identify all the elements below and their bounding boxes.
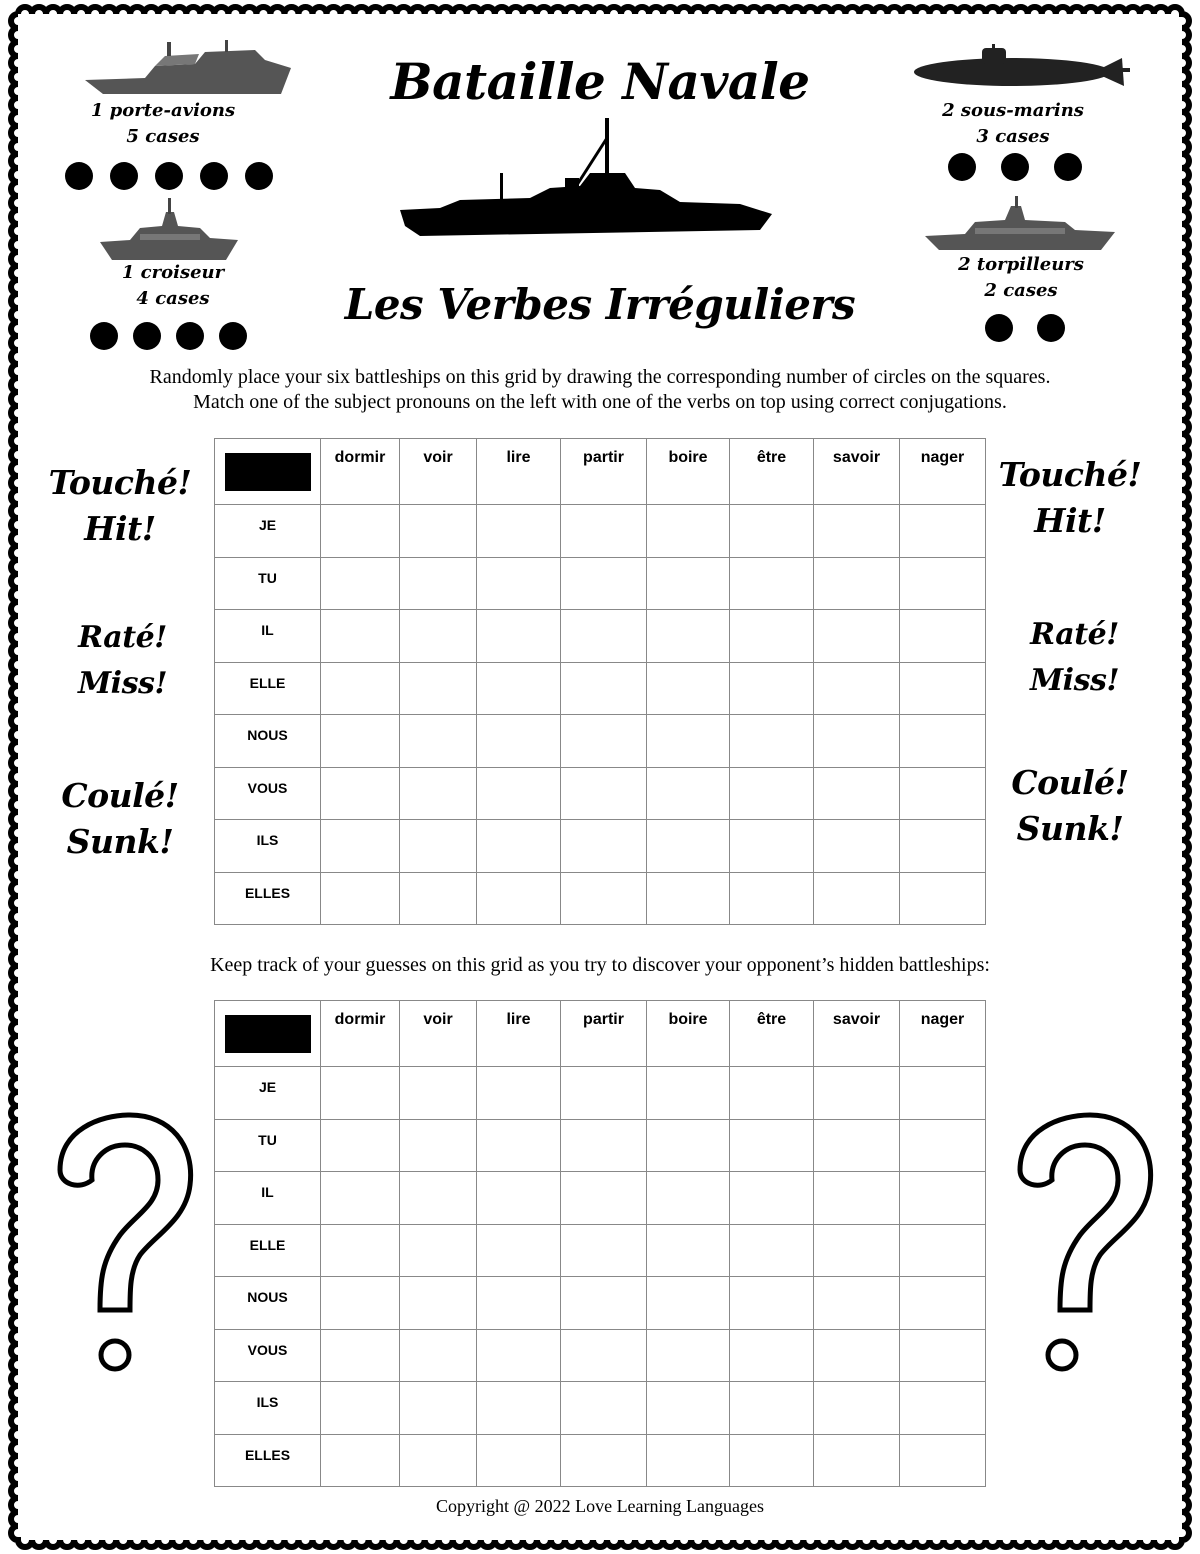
grid-cell[interactable] [400,1329,477,1382]
grid-cell[interactable] [900,872,986,925]
grid-cell[interactable] [814,1382,900,1435]
grid-cell[interactable] [561,1067,647,1120]
grid-cell[interactable] [814,820,900,873]
grid-cell[interactable] [900,557,986,610]
table-row [215,1382,986,1435]
grid-cell[interactable] [561,872,647,925]
grid-cell[interactable] [900,662,986,715]
grid-cell[interactable] [900,1382,986,1435]
grid-cell[interactable] [477,1277,561,1330]
table-row [215,715,986,768]
grid-cell[interactable] [400,557,477,610]
grid-cell[interactable] [321,1277,400,1330]
guess-grid [214,1000,986,1487]
grid-cell[interactable] [814,1329,900,1382]
grid-cell[interactable] [400,1172,477,1225]
pronoun-cell: ILS [215,820,321,873]
table-row [215,1067,986,1120]
grid-cell[interactable] [900,715,986,768]
grid-cell[interactable] [321,662,400,715]
cruiser-icon [100,198,238,262]
verb-header: boire [647,1001,730,1067]
submarine-dots [948,153,1082,181]
page-subtitle: Les Verbes Irréguliers [344,280,856,329]
battleship-icon [400,118,772,243]
grid-cell[interactable] [477,1329,561,1382]
grid-cell[interactable] [477,820,561,873]
verb-header: lire [477,439,561,505]
grid-cell[interactable] [561,610,647,663]
pronoun-cell: VOUS [215,1329,321,1382]
grid-cell[interactable] [561,1382,647,1435]
grid-cell[interactable] [400,1119,477,1172]
grid-cell[interactable] [400,715,477,768]
grid-cell[interactable] [814,715,900,768]
grid-cell[interactable] [477,610,561,663]
track-instruction: Keep track of your guesses on this grid as you try to discover your opponent’s hidden battleships: [210,954,990,976]
dot [200,162,228,190]
black-box [225,1015,311,1053]
instruction-line-1: Randomly place your six battleships on this grid by drawing the corresponding number of circles on the squares. [149,366,1051,388]
table-row [215,1434,986,1487]
dot [155,162,183,190]
question-mark-icon [1000,1110,1160,1390]
grid-cell[interactable] [900,1172,986,1225]
grid-cell[interactable] [647,1277,730,1330]
submarine-label: 2 sous-marins 3 cases [942,100,1084,147]
grid-cell[interactable] [730,662,814,715]
pronoun-cell: NOUS [215,715,321,768]
table-row [215,1172,986,1225]
pronoun-cell: NOUS [215,1277,321,1330]
grid-cell[interactable] [730,1382,814,1435]
grid-cell[interactable] [477,1382,561,1435]
miss-label-right: Raté! Miss! [1029,617,1120,698]
grid-cell[interactable] [477,1067,561,1120]
grid-cell[interactable] [814,610,900,663]
grid-cell[interactable] [400,505,477,558]
instruction-line-2: Match one of the subject pronouns on the left with one of the verbs on top using correct conjugations. [193,391,1007,413]
grid-cell[interactable] [647,1067,730,1120]
grid-cell[interactable] [647,1119,730,1172]
grid-cell[interactable] [561,715,647,768]
grid-cell[interactable] [477,662,561,715]
pronoun-cell: IL [215,610,321,663]
grid-cell[interactable] [561,557,647,610]
grid-cell[interactable] [730,872,814,925]
table-row [215,872,986,925]
grid-cell[interactable] [321,610,400,663]
question-mark-icon [40,1110,200,1390]
grid-cell[interactable] [730,1224,814,1277]
table-row [215,662,986,715]
table-row [215,1119,986,1172]
grid-cell[interactable] [477,872,561,925]
grid-cell[interactable] [647,1172,730,1225]
grid-cell[interactable] [561,1434,647,1487]
dot [176,322,204,350]
grid-cell[interactable] [400,767,477,820]
grid-cell[interactable] [647,820,730,873]
grid-cell[interactable] [730,1329,814,1382]
pronoun-cell: ELLES [215,872,321,925]
grid-cell[interactable] [477,557,561,610]
grid-cell[interactable] [321,1119,400,1172]
grid-cell[interactable] [321,505,400,558]
grid-cell[interactable] [647,767,730,820]
grid-cell[interactable] [561,1172,647,1225]
dot [133,322,161,350]
grid-cell[interactable] [730,767,814,820]
grid-cell[interactable] [900,767,986,820]
pronoun-cell: ELLE [215,1224,321,1277]
grid-cell[interactable] [730,820,814,873]
cruiser-dots [90,322,247,350]
pronoun-cell: IL [215,1172,321,1225]
verb-header: nager [900,439,986,505]
verb-header: lire [477,1001,561,1067]
grid-cell[interactable] [900,1224,986,1277]
verb-header: partir [561,439,647,505]
verb-header: être [730,439,814,505]
grid-cell[interactable] [321,1382,400,1435]
dot [948,153,976,181]
grid-cell[interactable] [321,1434,400,1487]
grid-cell[interactable] [400,1067,477,1120]
dot [985,314,1013,342]
grid-cell[interactable] [647,1224,730,1277]
grid-cell[interactable] [730,1172,814,1225]
black-box [225,453,311,491]
table-row [215,1277,986,1330]
grid-cell[interactable] [730,557,814,610]
dot [245,162,273,190]
sunk-label-left: Coulé! Sunk! [61,776,179,861]
pronoun-cell: JE [215,505,321,558]
pronoun-cell: TU [215,557,321,610]
dot [65,162,93,190]
grid-cell[interactable] [321,1329,400,1382]
verb-header: nager [900,1001,986,1067]
verb-header: boire [647,439,730,505]
grid-cell[interactable] [400,1382,477,1435]
grid-cell[interactable] [647,872,730,925]
verb-header: savoir [814,439,900,505]
grid-cell[interactable] [477,1434,561,1487]
grid-cell[interactable] [730,610,814,663]
cruiser-label: 1 croiseur 4 cases [121,262,225,309]
dot [1054,153,1082,181]
grid-cell[interactable] [321,1224,400,1277]
grid-cell[interactable] [321,715,400,768]
sunk-label-right: Coulé! Sunk! [1011,763,1129,848]
grid-cell[interactable] [814,557,900,610]
aircraft-carrier-icon [85,38,291,96]
verb-header: être [730,1001,814,1067]
verb-header: dormir [321,1001,400,1067]
table-row [215,505,986,558]
grid-cell[interactable] [814,872,900,925]
page-title: Bataille Navale [390,52,810,111]
verb-header: dormir [321,439,400,505]
grid-cell[interactable] [900,1067,986,1120]
verb-header: voir [400,439,477,505]
grid-cell[interactable] [400,872,477,925]
grid-cell[interactable] [647,662,730,715]
grid-cell[interactable] [400,662,477,715]
grid-cell[interactable] [321,1067,400,1120]
table-row [215,820,986,873]
grid-cell[interactable] [814,1172,900,1225]
grid-cell[interactable] [730,715,814,768]
grid-cell[interactable] [647,610,730,663]
grid-cell[interactable] [814,767,900,820]
grid-cell[interactable] [321,820,400,873]
grid-cell[interactable] [477,1172,561,1225]
grid-cell[interactable] [647,1329,730,1382]
grid-cell[interactable] [321,872,400,925]
grid-cell[interactable] [900,1119,986,1172]
pronoun-cell: VOUS [215,767,321,820]
table-row [215,1224,986,1277]
grid-cell[interactable] [814,1067,900,1120]
grid-cell[interactable] [477,1224,561,1277]
grid-cell[interactable] [900,505,986,558]
grid-cell[interactable] [477,505,561,558]
torpedo-label: 2 torpilleurs 2 cases [958,254,1084,301]
grid-cell[interactable] [400,1277,477,1330]
grid-cell[interactable] [561,1277,647,1330]
dot [1037,314,1065,342]
grid-cell[interactable] [561,662,647,715]
grid-cell[interactable] [814,662,900,715]
grid-corner [215,439,321,505]
torpedo-boat-icon [925,196,1115,254]
grid-cell[interactable] [900,1277,986,1330]
grid-cell[interactable] [400,1224,477,1277]
torpedo-dots [985,314,1065,342]
grid-cell[interactable] [900,1329,986,1382]
dot [219,322,247,350]
grid-cell[interactable] [321,557,400,610]
grid-cell[interactable] [400,1434,477,1487]
verb-header: savoir [814,1001,900,1067]
pronoun-cell: JE [215,1067,321,1120]
grid-cell[interactable] [561,767,647,820]
placement-grid [214,438,986,925]
grid-cell[interactable] [730,1067,814,1120]
grid-cell[interactable] [477,715,561,768]
grid-cell[interactable] [561,505,647,558]
grid-cell[interactable] [730,1119,814,1172]
grid-cell[interactable] [561,1224,647,1277]
grid-cell[interactable] [400,820,477,873]
grid-cell[interactable] [814,1119,900,1172]
hit-label-left: Touché! Hit! [48,463,192,548]
table-row [215,1329,986,1382]
verb-header: voir [400,1001,477,1067]
grid-cell[interactable] [561,820,647,873]
pronoun-cell: ELLES [215,1434,321,1487]
table-row [215,610,986,663]
pronoun-cell: TU [215,1119,321,1172]
grid-cell[interactable] [730,1277,814,1330]
carrier-dots [65,162,273,190]
dot [90,322,118,350]
hit-label-right: Touché! Hit! [998,455,1142,540]
grid-cell[interactable] [900,610,986,663]
copyright: Copyright @ 2022 Love Learning Languages [436,1496,764,1516]
grid-cell[interactable] [730,505,814,558]
grid-cell[interactable] [477,767,561,820]
grid-cell[interactable] [814,1224,900,1277]
grid-corner [215,1001,321,1067]
grid-cell[interactable] [561,1119,647,1172]
grid-cell[interactable] [400,610,477,663]
grid-cell[interactable] [647,715,730,768]
grid-cell[interactable] [814,1434,900,1487]
grid-cell[interactable] [561,1329,647,1382]
grid-cell[interactable] [321,1172,400,1225]
verb-header: partir [561,1001,647,1067]
grid-cell[interactable] [814,505,900,558]
grid-cell[interactable] [647,557,730,610]
table-row [215,557,986,610]
dot [110,162,138,190]
table-row [215,767,986,820]
submarine-icon [912,44,1130,90]
grid-cell[interactable] [647,505,730,558]
grid-cell[interactable] [647,1434,730,1487]
grid-cell[interactable] [647,1382,730,1435]
grid-cell[interactable] [730,1434,814,1487]
grid-cell[interactable] [321,767,400,820]
miss-label-left: Raté! Miss! [77,620,168,701]
grid-cell[interactable] [900,1434,986,1487]
pronoun-cell: ELLE [215,662,321,715]
grid-cell[interactable] [900,820,986,873]
carrier-label: 1 porte-avions 5 cases [90,100,236,147]
grid-cell[interactable] [814,1277,900,1330]
dot [1001,153,1029,181]
pronoun-cell: ILS [215,1382,321,1435]
grid-cell[interactable] [477,1119,561,1172]
